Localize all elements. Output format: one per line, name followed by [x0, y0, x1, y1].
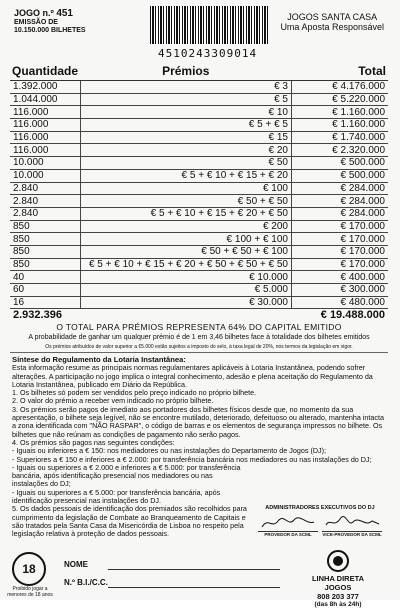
prize-table	[10, 64, 388, 321]
quantity-cell: 2.840	[10, 195, 80, 208]
barcode-number: 4510243309014	[158, 47, 258, 60]
prize-cell: € 50 + € 50	[80, 195, 291, 208]
divider	[10, 352, 388, 353]
regulation-p4b: - Superiores a € 150 e inferiores a € 2.000: por transferência bancária nos mediadores ou nas instalações do DJ;	[12, 454, 372, 464]
prize-cell: € 20	[80, 144, 291, 157]
table-row	[10, 245, 388, 258]
quantity-cell: 40	[10, 271, 80, 284]
jogo-number: 451	[56, 8, 73, 19]
percentage-note: O TOTAL PARA PRÉMIOS REPRESENTA 64% DO CAPITAL EMITIDO	[56, 322, 342, 332]
regulation-p2: 2. O valor do prémio a receber vem indicado no próprio bilhete.	[12, 396, 214, 406]
signatures	[250, 515, 390, 539]
prize-cell: € 5	[80, 93, 291, 106]
table-row	[10, 207, 388, 220]
quantity-cell: 116.000	[10, 106, 80, 119]
prize-cell: € 10.000	[80, 271, 291, 284]
regulation-p4a: - Iguais ou inferiores a € 150: nos mediadores ou nas instalações do Departamento de Jogos (DJ);	[12, 446, 327, 456]
quantity-cell: 116.000	[10, 131, 80, 144]
total-cell: € 480.000	[292, 296, 389, 309]
prize-table-header	[10, 64, 388, 81]
table-row	[10, 144, 388, 157]
total-cell: € 4.176.000	[292, 81, 389, 94]
regulation-p4: 4. Os prémios são pagos nas seguintes condições:	[12, 437, 175, 447]
clover-logo-icon	[327, 550, 349, 572]
prize-cell: € 50	[80, 157, 291, 170]
col-premios: Prémios	[80, 64, 291, 81]
prize-cell: € 5 + € 10 + € 15 + € 20	[80, 169, 291, 182]
total-cell: € 1.160.000	[292, 106, 389, 119]
probability-note: A probabilidade de ganhar um qualquer prémio é de 1 em 3,46 bilhetes face à totalidade dos bilhetes emitidos	[28, 334, 370, 341]
table-row	[10, 296, 388, 309]
total-cell: € 400.000	[292, 271, 389, 284]
prize-cell: € 100	[80, 182, 291, 195]
quantity-cell: 116.000	[10, 144, 80, 157]
total-cell: € 284.000	[292, 182, 389, 195]
prize-cell: € 3	[80, 81, 291, 94]
total-cell: € 170.000	[292, 258, 389, 271]
table-row	[10, 169, 388, 182]
game-info	[14, 8, 86, 34]
regulation-p3: 3. Os prémios serão pagos de imediato aos portadores dos bilhetes físicos desde que, no momento da sua apresentação, o bilhete seja legível, não se encontre mutilado, deteriorado, defeituoso ou alterado, mantenha intacta a zona identificada com "NÃO RASPAR", o código de barras e os elementos de segurança impressos no bilhete. Os bilhetes que não reúnam as condições de pagamento não serão pagos.	[12, 404, 385, 439]
id-number-field[interactable]	[108, 587, 280, 588]
regulation-intro: Esta informação resume as principais normas regulamentares aplicáveis à Lotaria Instantânea, podendo sofrer alterações. A participação no jogo implica o integral conhecimento, adesão e plena aceitação do Regulamento da Lotaria Instantânea, publicado em Diário da República.	[12, 363, 373, 389]
total-cell: € 170.000	[292, 245, 389, 258]
quantity-cell: 850	[10, 245, 80, 258]
total-cell: € 2.320.000	[292, 144, 389, 157]
emission-line1: EMISSÃO DE	[14, 19, 58, 26]
regulation-p5: 5. Os dados pessoais de identificação dos premiados são recolhidos para cumprimento da legislação de Combate ao Branqueamento de Capitais e são tratados pela Santa Casa da Misericórdia de Lisboa no respeito pela legislação relativa à proteção de dados pessoais.	[12, 504, 247, 539]
prize-cell: € 5.000	[80, 284, 291, 297]
table-row	[10, 157, 388, 170]
total-cell: € 500.000	[292, 169, 389, 182]
tax-note: Os prémios atribuídos de valor superior a €5.000 estão sujeitos a imposto do selo, à taxa legal de 20%, nos termos da legislação em vigor.	[45, 344, 353, 350]
table-row	[10, 81, 388, 94]
table-row	[10, 119, 388, 132]
total-cell: € 284.000	[292, 195, 389, 208]
age-restriction-text: Proibido jogar a menores de 18 anos	[7, 586, 53, 598]
quantity-cell: 10.000	[10, 157, 80, 170]
total-row	[10, 309, 388, 321]
regulation-p4c: - Iguais ou superiores a € 2.000 e inferiores a € 5.000: por transferência bancária, após identificação presencial nos mediadores ou nas instalações do DJ;	[12, 462, 241, 489]
quantity-cell: 16	[10, 296, 80, 309]
nome-field[interactable]	[108, 569, 280, 570]
signature-label-vice-provedor: VICE-PROVEDOR DA SCML	[322, 532, 382, 537]
admin-title: ADMINISTRADORES EXECUTIVOS DO DJ	[265, 505, 375, 511]
brand-slogan: Uma Aposta Responsável	[280, 22, 384, 33]
brand-name: JOGOS SANTA CASA	[287, 12, 378, 22]
prize-cell: € 5 + € 5	[80, 119, 291, 132]
age-restriction-icon: 18	[12, 552, 46, 586]
regulation-p4d: - Iguais ou superiores a € 5.000: por transferência bancária, após identificação presencial nas instalações do DJ.	[12, 487, 221, 506]
hotline-label: LINHA DIRETA JOGOS	[311, 574, 365, 592]
col-quantidade: Quantidade	[10, 64, 80, 81]
total-quantity: 2.932.396	[10, 309, 80, 321]
table-row	[10, 182, 388, 195]
total-cell: € 1.160.000	[292, 119, 389, 132]
table-row	[10, 220, 388, 233]
emission-line2: 10.150.000 BILHETES	[14, 26, 86, 34]
quantity-cell: 116.000	[10, 119, 80, 132]
signature-vice-provedor	[322, 515, 382, 532]
regulation-title: Síntese do Regulamento da Lotaria Instantânea:	[12, 355, 186, 364]
table-row	[10, 284, 388, 297]
total-cell: € 1.740.000	[292, 131, 389, 144]
hotline	[298, 550, 378, 608]
table-row	[10, 195, 388, 208]
total-cell: € 300.000	[292, 284, 389, 297]
total-cell: € 5.220.000	[292, 93, 389, 106]
total-cell: € 170.000	[292, 233, 389, 246]
signature-label-provedor: PROVEDOR DA SCML	[264, 532, 312, 537]
quantity-cell: 2.840	[10, 207, 80, 220]
prize-cell: € 200	[80, 220, 291, 233]
signature-provedor	[258, 515, 318, 532]
table-row	[10, 93, 388, 106]
brand	[280, 12, 384, 33]
total-value: € 19.488.000	[292, 309, 389, 321]
quantity-cell: 850	[10, 258, 80, 271]
total-cell: € 284.000	[292, 207, 389, 220]
prize-cell: € 50 + € 50 + € 100	[80, 245, 291, 258]
table-row	[10, 258, 388, 271]
quantity-cell: 2.840	[10, 182, 80, 195]
regulation-summary	[12, 356, 386, 539]
regulation-p1: 1. Os bilhetes só podem ser vendidos pelo preço indicado no próprio bilhete.	[12, 388, 257, 398]
hotline-hours: (das 8h às 24h)	[314, 601, 362, 608]
total-cell: € 500.000	[292, 157, 389, 170]
id-number-label: N.º B.I./C.C.	[64, 578, 108, 587]
quantity-cell: 1.044.000	[10, 93, 80, 106]
footer	[0, 550, 400, 608]
hotline-phone: 808 203 377	[317, 592, 359, 601]
quantity-cell: 10.000	[10, 169, 80, 182]
jogo-label: JOGO n.º	[14, 8, 54, 18]
prize-cell: € 5 + € 10 + € 15 + € 20 + € 50 + € 50 + € 50	[80, 258, 291, 271]
nome-label: NOME	[64, 560, 88, 569]
prize-cell: € 30.000	[80, 296, 291, 309]
prize-cell: € 100 + € 100	[80, 233, 291, 246]
quantity-cell: 1.392.000	[10, 81, 80, 94]
table-row	[10, 271, 388, 284]
col-total: Total	[292, 64, 389, 81]
prize-cell: € 15	[80, 131, 291, 144]
quantity-cell: 850	[10, 233, 80, 246]
table-row	[10, 131, 388, 144]
prize-cell: € 10	[80, 106, 291, 119]
quantity-cell: 60	[10, 284, 80, 297]
table-row	[10, 233, 388, 246]
table-row	[10, 106, 388, 119]
header	[10, 6, 390, 64]
prize-cell: € 5 + € 10 + € 15 + € 20 + € 50	[80, 207, 291, 220]
quantity-cell: 850	[10, 220, 80, 233]
total-cell: € 170.000	[292, 220, 389, 233]
barcode	[150, 6, 268, 44]
